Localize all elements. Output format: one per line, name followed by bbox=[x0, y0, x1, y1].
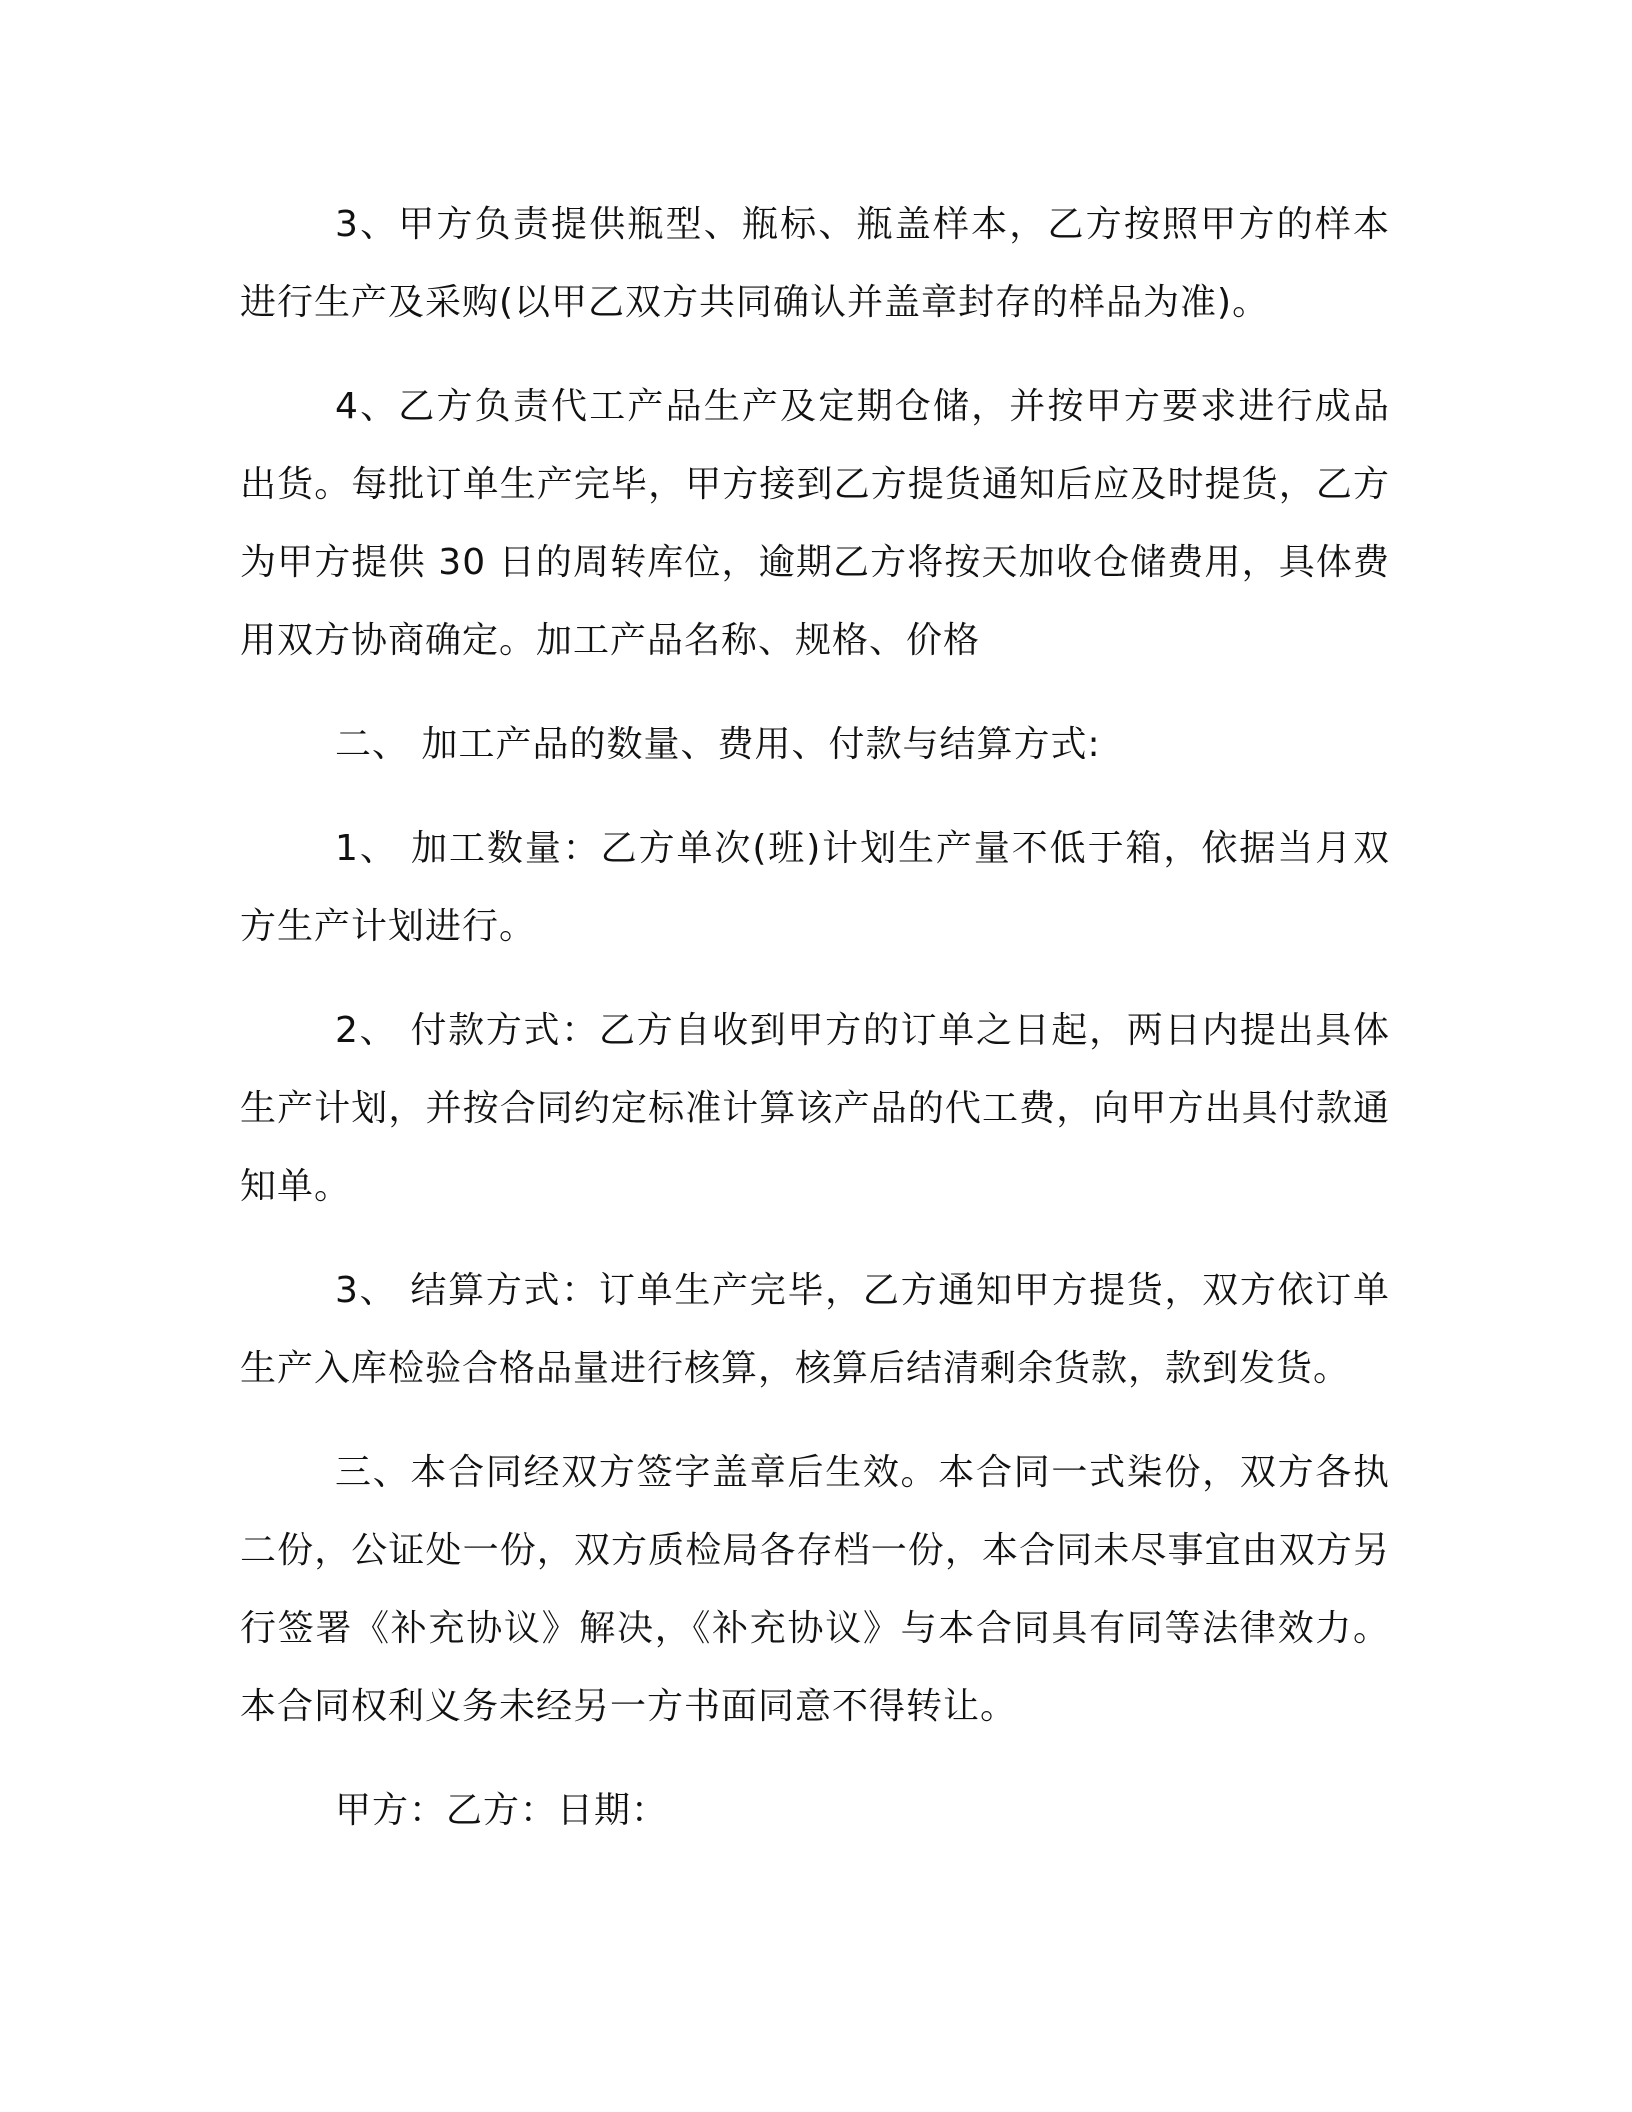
signature-line: 甲方：乙方：日期： bbox=[335, 1790, 669, 1831]
paragraph-processing-quantity: 1、 加工数量：乙方单次(班)计划生产量不低于箱，依据当月双方生产计划进行。 bbox=[240, 828, 1390, 947]
paragraph-contract-effect: 三、本合同经双方签字盖章后生效。本合同一式柒份，双方各执二份，公证处一份，双方质检局各存档一份，本合同未尽事宜由双方另行签署《补充协议》解决，《补充协议》与本合同具有同等法律效力。本合同权利义务未经另一方书面同意不得转让。 bbox=[240, 1452, 1390, 1727]
paragraph-clause-4-production: 4、乙方负责代工产品生产及定期仓储，并按甲方要求进行成品出货。每批订单生产完毕，甲方接到乙方提货通知后应及时提货，乙方为甲方提供 30 日的周转库位，逾期乙方将按天加收仓储费用，具体费用双方协商确定。加工产品名称、规格、价格 bbox=[240, 386, 1390, 661]
paragraph-settlement-method: 3、 结算方式：订单生产完毕，乙方通知甲方提货，双方依订单生产入库检验合格品量进行核算，核算后结清剩余货款，款到发货。 bbox=[240, 1270, 1390, 1389]
section-heading-quantity-payment: 二、 加工产品的数量、费用、付款与结算方式: bbox=[335, 724, 1101, 765]
paragraph-payment-method: 2、 付款方式：乙方自收到甲方的订单之日起，两日内提出具体生产计划，并按合同约定标准计算该产品的代工费，向甲方出具付款通知单。 bbox=[240, 1010, 1390, 1207]
paragraph-clause-3-samples: 3、甲方负责提供瓶型、瓶标、瓶盖样本，乙方按照甲方的样本进行生产及采购(以甲乙双方共同确认并盖章封存的样品为准)。 bbox=[240, 204, 1390, 323]
document-body bbox=[240, 186, 1390, 1876]
